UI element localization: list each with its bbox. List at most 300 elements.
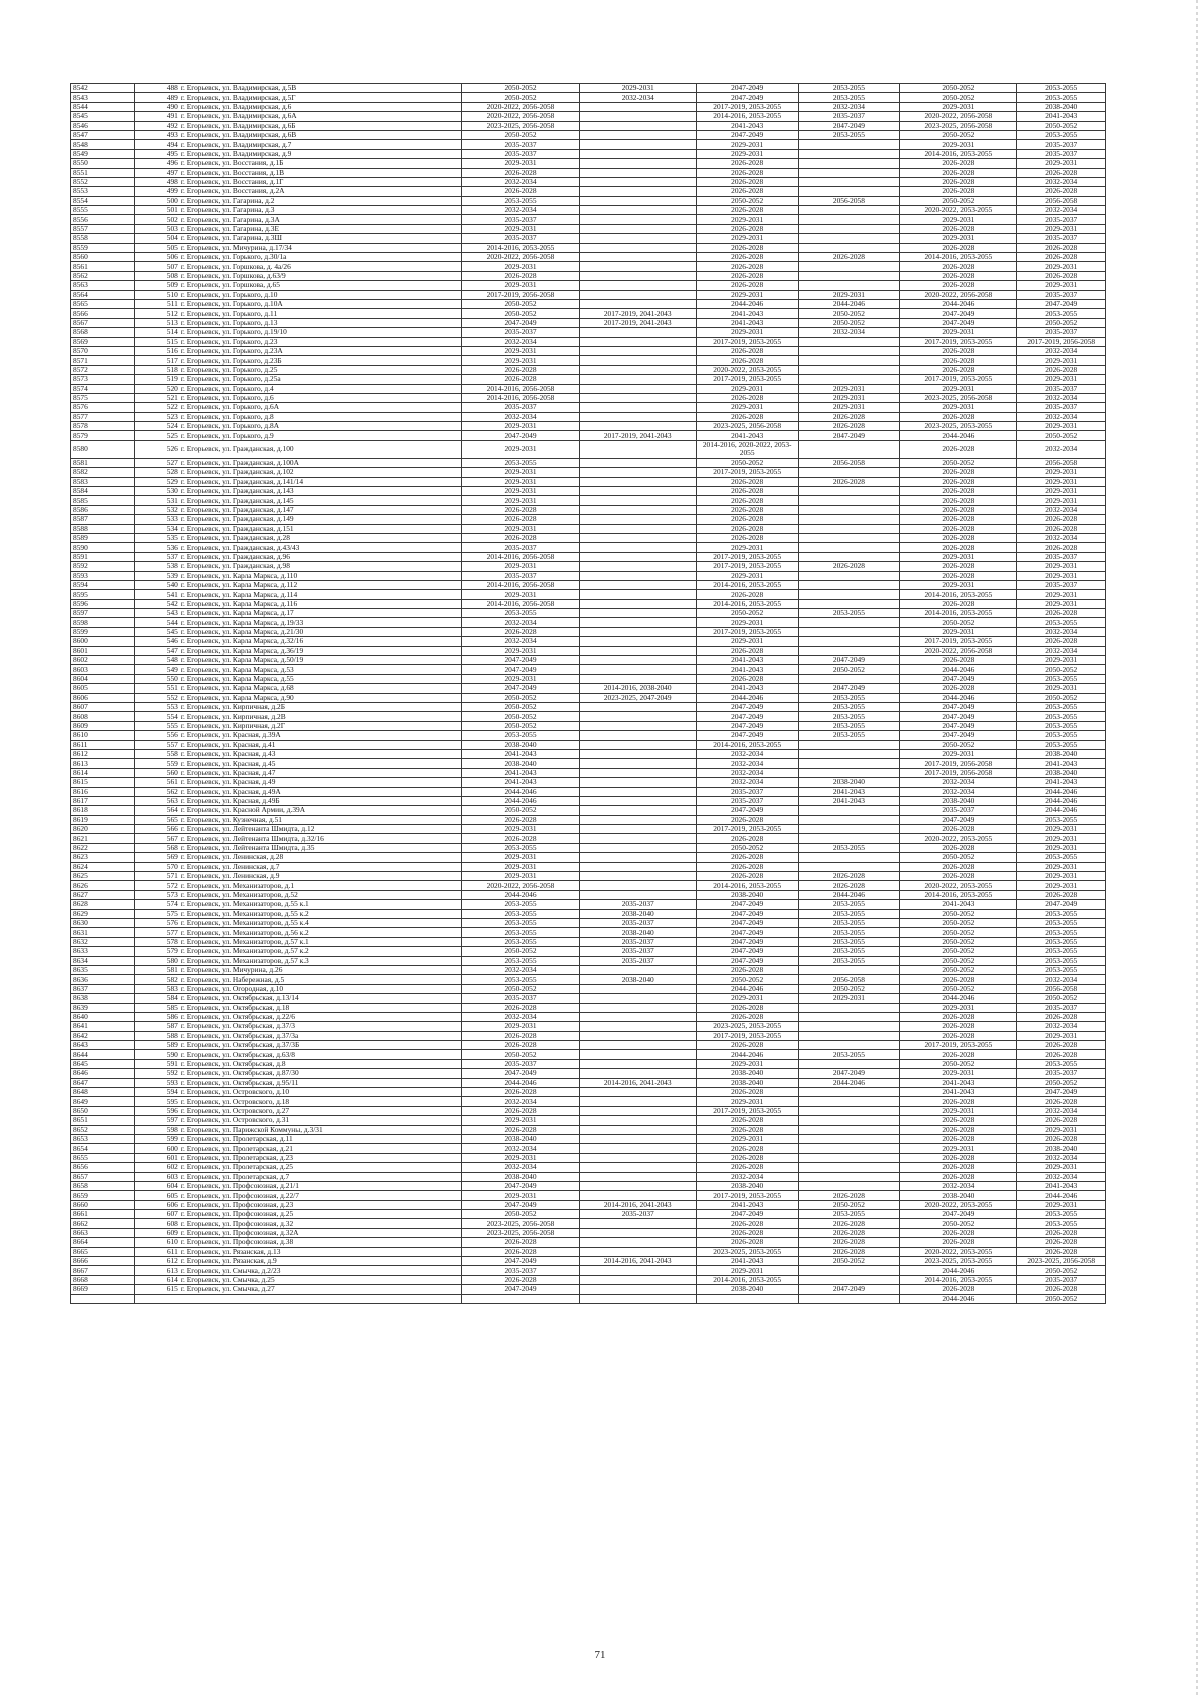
period-1-cell: 2053-2055 (462, 196, 579, 205)
period-3-cell: 2014-2016, 2053-2055 (696, 580, 798, 589)
address-cell: г. Егорьевск, ул. Механизаторов, д.1 (179, 881, 462, 890)
address-cell: г. Егорьевск, ул. Кирпичная, д.2В (179, 712, 462, 721)
period-6-cell: 2026-2028 (1017, 609, 1106, 618)
period-1-cell: 2050-2052 (462, 947, 579, 956)
period-4-cell: 2053-2055 (798, 693, 900, 702)
period-5-cell: 2017-2019, 2053-2055 (900, 375, 1017, 384)
row-id-cell: 8642 (71, 1031, 135, 1040)
table-row (71, 1050, 1106, 1059)
table-row (71, 365, 1106, 374)
period-1-cell: 2029-2031 (462, 590, 579, 599)
item-number-cell: 603 (135, 1172, 179, 1181)
page-number: 71 (594, 1649, 606, 1661)
period-2-cell (579, 346, 696, 355)
period-6-cell: 2053-2055 (1017, 853, 1106, 862)
row-id-cell: 8582 (71, 468, 135, 477)
period-4-cell: 2029-2031 (798, 384, 900, 393)
period-4-cell: 2029-2031 (798, 393, 900, 402)
period-1-cell: 2029-2031 (462, 646, 579, 655)
period-1-cell: 2053-2055 (462, 909, 579, 918)
period-1-cell: 2014-2016, 2056-2058 (462, 393, 579, 402)
period-3-cell: 2047-2049 (696, 703, 798, 712)
period-5-cell: 2044-2046 (900, 994, 1017, 1003)
period-2-cell (579, 375, 696, 384)
period-1-cell: 2014-2016, 2056-2058 (462, 384, 579, 393)
period-3-cell: 2029-2031 (696, 215, 798, 224)
address-cell: г. Егорьевск, ул. Октябрьская, д.37/3 (179, 1022, 462, 1031)
period-1-cell: 2032-2034 (462, 637, 579, 646)
period-2-cell (579, 806, 696, 815)
period-6-cell: 2032-2034 (1017, 346, 1106, 355)
period-1-cell: 2053-2055 (462, 918, 579, 927)
table-row (71, 346, 1106, 355)
period-6-cell: 2041-2043 (1017, 759, 1106, 768)
period-2-cell (579, 337, 696, 346)
period-2-cell (579, 787, 696, 796)
period-2-cell (579, 159, 696, 168)
address-cell: г. Егорьевск, ул. Карла Маркса, д.36/19 (179, 646, 462, 655)
period-1-cell: 2053-2055 (462, 975, 579, 984)
period-1-cell: 2038-2040 (462, 759, 579, 768)
row-id-cell: 8650 (71, 1106, 135, 1115)
table-row (71, 1285, 1106, 1294)
period-1-cell: 2029-2031 (462, 356, 579, 365)
period-1-cell: 2029-2031 (462, 1191, 579, 1200)
address-cell: г. Егорьевск, ул. Красной Армии, д.39А (179, 806, 462, 815)
period-1-cell: 2029-2031 (462, 496, 579, 505)
table-row (71, 1210, 1106, 1219)
item-number-cell: 585 (135, 1003, 179, 1012)
period-2-cell (579, 505, 696, 514)
item-number-cell: 590 (135, 1050, 179, 1059)
period-5-cell: 2026-2028 (900, 843, 1017, 852)
address-cell: г. Егорьевск, ул. Владимирская, д.6 (179, 102, 462, 111)
period-1-cell: 2026-2028 (462, 1031, 579, 1040)
row-id-cell: 8658 (71, 1181, 135, 1190)
period-6-cell: 2026-2028 (1017, 890, 1106, 899)
period-6-cell: 2038-2040 (1017, 768, 1106, 777)
period-5-cell: 2029-2031 (900, 215, 1017, 224)
row-id-cell: 8662 (71, 1219, 135, 1228)
period-3-cell: 2047-2049 (696, 937, 798, 946)
period-5-cell: 2050-2052 (900, 928, 1017, 937)
item-number-cell: 610 (135, 1238, 179, 1247)
period-2-cell: 2035-2037 (579, 956, 696, 965)
period-4-cell (798, 768, 900, 777)
period-5-cell: 2020-2022, 2053-2055 (900, 1200, 1017, 1209)
table-row (71, 590, 1106, 599)
period-1-cell: 2047-2049 (462, 684, 579, 693)
item-number-cell: 495 (135, 149, 179, 158)
table-row (71, 571, 1106, 580)
period-6-cell: 2035-2037 (1017, 215, 1106, 224)
row-id-cell: 8623 (71, 853, 135, 862)
table-row (71, 524, 1106, 533)
period-1-cell: 2032-2034 (462, 965, 579, 974)
row-id-cell: 8548 (71, 140, 135, 149)
table-row (71, 177, 1106, 186)
period-2-cell (579, 571, 696, 580)
period-5-cell: 2029-2031 (900, 328, 1017, 337)
period-1-cell: 2038-2040 (462, 740, 579, 749)
item-number-cell: 606 (135, 1200, 179, 1209)
period-3-cell: 2026-2028 (696, 356, 798, 365)
item-number-cell: 558 (135, 749, 179, 758)
table-row (71, 271, 1106, 280)
item-number-cell: 561 (135, 778, 179, 787)
address-cell: г. Егорьевск, ул. Гражданская, д.102 (179, 468, 462, 477)
row-id-cell: 8558 (71, 234, 135, 243)
period-3-cell: 2026-2028 (696, 243, 798, 252)
period-3-cell: 2026-2028 (696, 477, 798, 486)
period-5-cell: 2020-2022, 2053-2055 (900, 1247, 1017, 1256)
period-4-cell (798, 206, 900, 215)
table-row (71, 796, 1106, 805)
row-id-cell: 8586 (71, 505, 135, 514)
period-6-cell: 2056-2058 (1017, 458, 1106, 467)
period-5-cell: 2014-2016, 2053-2055 (900, 590, 1017, 599)
item-number-cell: 501 (135, 206, 179, 215)
period-6-cell: 2050-2052 (1017, 318, 1106, 327)
period-1-cell: 2050-2052 (462, 1050, 579, 1059)
period-5-cell: 2014-2016, 2053-2055 (900, 609, 1017, 618)
period-2-cell (579, 890, 696, 899)
table-row (71, 637, 1106, 646)
period-3-cell: 2047-2049 (696, 712, 798, 721)
table-row (71, 337, 1106, 346)
period-6-cell: 2026-2028 (1017, 1285, 1106, 1294)
address-cell: г. Егорьевск, ул. Пролетарская, д.23 (179, 1153, 462, 1162)
period-2-cell: 2023-2025, 2047-2049 (579, 693, 696, 702)
period-5-cell: 2026-2028 (900, 1153, 1017, 1162)
item-number-cell: 541 (135, 590, 179, 599)
period-4-cell (798, 496, 900, 505)
row-id-cell: 8608 (71, 712, 135, 721)
item-number-cell: 611 (135, 1247, 179, 1256)
address-cell: г. Егорьевск, ул. Горького, д.10А (179, 299, 462, 308)
row-id-cell: 8570 (71, 346, 135, 355)
period-5-cell: 2026-2028 (900, 271, 1017, 280)
address-cell: г. Егорьевск, ул. Гражданская, д.98 (179, 562, 462, 571)
item-number-cell: 565 (135, 815, 179, 824)
item-number-cell: 584 (135, 994, 179, 1003)
period-3-cell: 2035-2037 (696, 787, 798, 796)
period-3-cell: 2026-2028 (696, 271, 798, 280)
period-6-cell: 2026-2028 (1017, 1041, 1106, 1050)
period-1-cell: 2032-2034 (462, 206, 579, 215)
period-3-cell: 2029-2031 (696, 149, 798, 158)
address-cell: г. Егорьевск, ул. Гражданская, д.141/14 (179, 477, 462, 486)
period-4-cell: 2029-2031 (798, 403, 900, 412)
table-row (71, 1275, 1106, 1284)
address-cell: г. Егорьевск, ул. Механизаторов, д.55 к.4 (179, 918, 462, 927)
table-row (71, 253, 1106, 262)
address-cell: г. Егорьевск, ул. Октябрьская, д.37/3а (179, 1031, 462, 1040)
period-4-cell: 2050-2052 (798, 1200, 900, 1209)
table-row (71, 609, 1106, 618)
period-4-cell (798, 1294, 900, 1303)
period-4-cell: 2053-2055 (798, 721, 900, 730)
item-number-cell: 600 (135, 1144, 179, 1153)
period-2-cell (579, 1163, 696, 1172)
table-row (71, 458, 1106, 467)
period-4-cell: 2056-2058 (798, 196, 900, 205)
address-cell: г. Егорьевск, ул. Кирпичная, д.2Б (179, 703, 462, 712)
table-row (71, 149, 1106, 158)
period-5-cell: 2047-2049 (900, 674, 1017, 683)
item-number-cell: 553 (135, 703, 179, 712)
period-2-cell (579, 646, 696, 655)
table-row (71, 393, 1106, 402)
period-2-cell (579, 196, 696, 205)
register-sheet (70, 83, 1106, 1304)
period-4-cell (798, 224, 900, 233)
address-cell: г. Егорьевск, ул. Горького, д.8 (179, 412, 462, 421)
period-5-cell: 2023-2025, 2053-2055 (900, 422, 1017, 431)
period-4-cell (798, 825, 900, 834)
period-2-cell (579, 562, 696, 571)
period-1-cell: 2029-2031 (462, 477, 579, 486)
period-2-cell (579, 328, 696, 337)
address-cell: г. Егорьевск, ул. Карла Маркса, д.116 (179, 599, 462, 608)
period-5-cell: 2047-2049 (900, 731, 1017, 740)
table-row (71, 299, 1106, 308)
item-number-cell: 533 (135, 515, 179, 524)
table-row (71, 168, 1106, 177)
row-id-cell: 8630 (71, 918, 135, 927)
address-cell: г. Егорьевск, ул. Горького, д.10 (179, 290, 462, 299)
table-row (71, 1266, 1106, 1275)
period-1-cell: 2020-2022, 2056-2058 (462, 112, 579, 121)
item-number-cell: 567 (135, 834, 179, 843)
period-1-cell: 2035-2037 (462, 140, 579, 149)
period-6-cell: 2029-2031 (1017, 356, 1106, 365)
item-number-cell: 491 (135, 112, 179, 121)
item-number-cell: 504 (135, 234, 179, 243)
period-2-cell (579, 440, 696, 458)
item-number-cell: 497 (135, 168, 179, 177)
address-cell: г. Егорьевск, ул. Мичурина, д.17/34 (179, 243, 462, 252)
table-row (71, 84, 1106, 93)
period-5-cell: 2026-2028 (900, 599, 1017, 608)
period-6-cell: 2053-2055 (1017, 618, 1106, 627)
item-number-cell: 577 (135, 928, 179, 937)
period-1-cell: 2017-2019, 2056-2058 (462, 290, 579, 299)
period-1-cell: 2026-2028 (462, 1088, 579, 1097)
period-6-cell: 2032-2034 (1017, 533, 1106, 542)
period-5-cell: 2026-2028 (900, 168, 1017, 177)
address-cell: г. Егорьевск, ул. Островского, д.31 (179, 1116, 462, 1125)
period-6-cell: 2029-2031 (1017, 477, 1106, 486)
period-3-cell: 2029-2031 (696, 637, 798, 646)
row-id-cell: 8659 (71, 1191, 135, 1200)
period-6-cell: 2047-2049 (1017, 900, 1106, 909)
period-3-cell: 2047-2049 (696, 947, 798, 956)
item-number-cell: 535 (135, 533, 179, 542)
period-2-cell (579, 627, 696, 636)
row-id-cell: 8604 (71, 674, 135, 683)
period-2-cell (579, 243, 696, 252)
period-5-cell: 2044-2046 (900, 665, 1017, 674)
period-3-cell: 2038-2040 (696, 1069, 798, 1078)
period-1-cell: 2032-2034 (462, 1144, 579, 1153)
address-cell: г. Егорьевск, ул. Гражданская, д.147 (179, 505, 462, 514)
table-row (71, 862, 1106, 871)
period-4-cell (798, 571, 900, 580)
item-number-cell: 615 (135, 1285, 179, 1294)
period-6-cell: 2050-2052 (1017, 121, 1106, 130)
period-5-cell: 2047-2049 (900, 1210, 1017, 1219)
period-5-cell: 2038-2040 (900, 1191, 1017, 1200)
period-1-cell: 2014-2016, 2056-2058 (462, 580, 579, 589)
period-6-cell: 2026-2028 (1017, 1247, 1106, 1256)
period-3-cell: 2017-2019, 2053-2055 (696, 337, 798, 346)
period-2-cell (579, 393, 696, 402)
table-row (71, 440, 1106, 458)
period-5-cell: 2020-2022, 2056-2058 (900, 290, 1017, 299)
period-2-cell: 2035-2037 (579, 900, 696, 909)
period-6-cell: 2026-2028 (1017, 1097, 1106, 1106)
period-1-cell: 2050-2052 (462, 693, 579, 702)
row-id-cell: 8654 (71, 1144, 135, 1153)
period-2-cell (579, 1153, 696, 1162)
period-2-cell (579, 1247, 696, 1256)
period-6-cell: 2029-2031 (1017, 881, 1106, 890)
period-2-cell (579, 712, 696, 721)
item-number-cell: 517 (135, 356, 179, 365)
period-4-cell: 2053-2055 (798, 918, 900, 927)
item-number-cell: 559 (135, 759, 179, 768)
period-5-cell: 2029-2031 (900, 1069, 1017, 1078)
period-2-cell (579, 1191, 696, 1200)
period-6-cell: 2053-2055 (1017, 815, 1106, 824)
item-number-cell: 581 (135, 965, 179, 974)
row-id-cell: 8579 (71, 431, 135, 440)
table-row (71, 1031, 1106, 1040)
row-id-cell: 8567 (71, 318, 135, 327)
item-number-cell: 547 (135, 646, 179, 655)
period-2-cell (579, 796, 696, 805)
row-id-cell: 8559 (71, 243, 135, 252)
period-2-cell (579, 721, 696, 730)
address-cell: г. Егорьевск, ул. Карла Маркса, д.112 (179, 580, 462, 589)
table-row (71, 431, 1106, 440)
period-2-cell: 2038-2040 (579, 928, 696, 937)
period-5-cell: 2026-2028 (900, 515, 1017, 524)
period-1-cell: 2050-2052 (462, 703, 579, 712)
table-row (71, 1191, 1106, 1200)
period-3-cell: 2026-2028 (696, 1088, 798, 1097)
address-cell: г. Егорьевск, ул. Октябрьская, д.87/30 (179, 1069, 462, 1078)
period-1-cell: 2032-2034 (462, 618, 579, 627)
period-2-cell (579, 853, 696, 862)
item-number-cell: 525 (135, 431, 179, 440)
row-id-cell: 8543 (71, 93, 135, 102)
period-5-cell: 2032-2034 (900, 1181, 1017, 1190)
period-2-cell (579, 412, 696, 421)
row-id-cell: 8542 (71, 84, 135, 93)
period-2-cell (579, 253, 696, 262)
period-5-cell: 2029-2031 (900, 552, 1017, 561)
period-2-cell (579, 458, 696, 467)
item-number-cell: 516 (135, 346, 179, 355)
row-id-cell: 8587 (71, 515, 135, 524)
period-6-cell: 2038-2040 (1017, 102, 1106, 111)
period-5-cell: 2026-2028 (900, 562, 1017, 571)
period-3-cell: 2041-2043 (696, 318, 798, 327)
row-id-cell: 8627 (71, 890, 135, 899)
period-6-cell: 2053-2055 (1017, 909, 1106, 918)
period-5-cell: 2050-2052 (900, 965, 1017, 974)
item-number-cell: 503 (135, 224, 179, 233)
row-id-cell: 8669 (71, 1285, 135, 1294)
period-6-cell: 2053-2055 (1017, 1059, 1106, 1068)
period-5-cell: 2026-2028 (900, 412, 1017, 421)
period-1-cell: 2026-2028 (462, 1106, 579, 1115)
period-6-cell: 2032-2034 (1017, 627, 1106, 636)
period-1-cell: 2026-2028 (462, 187, 579, 196)
row-id-cell: 8619 (71, 815, 135, 824)
period-5-cell: 2026-2028 (900, 243, 1017, 252)
address-cell: г. Егорьевск, ул. Ленинская, д.28 (179, 853, 462, 862)
period-3-cell: 2017-2019, 2053-2055 (696, 468, 798, 477)
address-cell: г. Егорьевск, ул. Карла Маркса, д.53 (179, 665, 462, 674)
period-4-cell (798, 580, 900, 589)
row-id-cell: 8612 (71, 749, 135, 758)
period-4-cell: 2035-2037 (798, 112, 900, 121)
address-cell: г. Егорьевск, ул. Горшкова, д.63/9 (179, 271, 462, 280)
period-2-cell (579, 872, 696, 881)
period-2-cell (579, 299, 696, 308)
period-5-cell: 2017-2019, 2053-2055 (900, 1041, 1017, 1050)
period-1-cell: 2035-2037 (462, 234, 579, 243)
period-5-cell: 2026-2028 (900, 656, 1017, 665)
address-cell: г. Егорьевск, ул. Пролетарская, д.21 (179, 1144, 462, 1153)
table-row (71, 1257, 1106, 1266)
address-cell: г. Егорьевск, ул. Красная, д.49Б (179, 796, 462, 805)
period-3-cell: 2047-2049 (696, 909, 798, 918)
period-6-cell: 2032-2034 (1017, 412, 1106, 421)
period-5-cell: 2017-2019, 2053-2055 (900, 337, 1017, 346)
item-number-cell: 587 (135, 1022, 179, 1031)
period-2-cell (579, 984, 696, 993)
period-4-cell (798, 674, 900, 683)
period-6-cell: 2041-2043 (1017, 112, 1106, 121)
period-3-cell: 2026-2028 (696, 872, 798, 881)
period-4-cell (798, 646, 900, 655)
period-3-cell: 2029-2031 (696, 403, 798, 412)
period-6-cell: 2053-2055 (1017, 947, 1106, 956)
period-6-cell: 2029-2031 (1017, 1163, 1106, 1172)
period-1-cell: 2050-2052 (462, 93, 579, 102)
period-1-cell: 2044-2046 (462, 787, 579, 796)
address-cell: г. Егорьевск, ул. Гражданская, д.145 (179, 496, 462, 505)
period-4-cell (798, 524, 900, 533)
period-6-cell: 2053-2055 (1017, 712, 1106, 721)
period-6-cell: 2047-2049 (1017, 1088, 1106, 1097)
row-id-cell: 8663 (71, 1228, 135, 1237)
row-id-cell: 8573 (71, 375, 135, 384)
period-2-cell (579, 130, 696, 139)
table-row (71, 384, 1106, 393)
period-4-cell: 2047-2049 (798, 1069, 900, 1078)
table-row (71, 843, 1106, 852)
period-4-cell (798, 140, 900, 149)
period-3-cell: 2014-2016, 2020-2022, 2053-2055 (696, 440, 798, 458)
period-2-cell (579, 262, 696, 271)
period-3-cell: 2047-2049 (696, 806, 798, 815)
address-cell: г. Егорьевск, ул. Карла Маркса, д.50/19 (179, 656, 462, 665)
